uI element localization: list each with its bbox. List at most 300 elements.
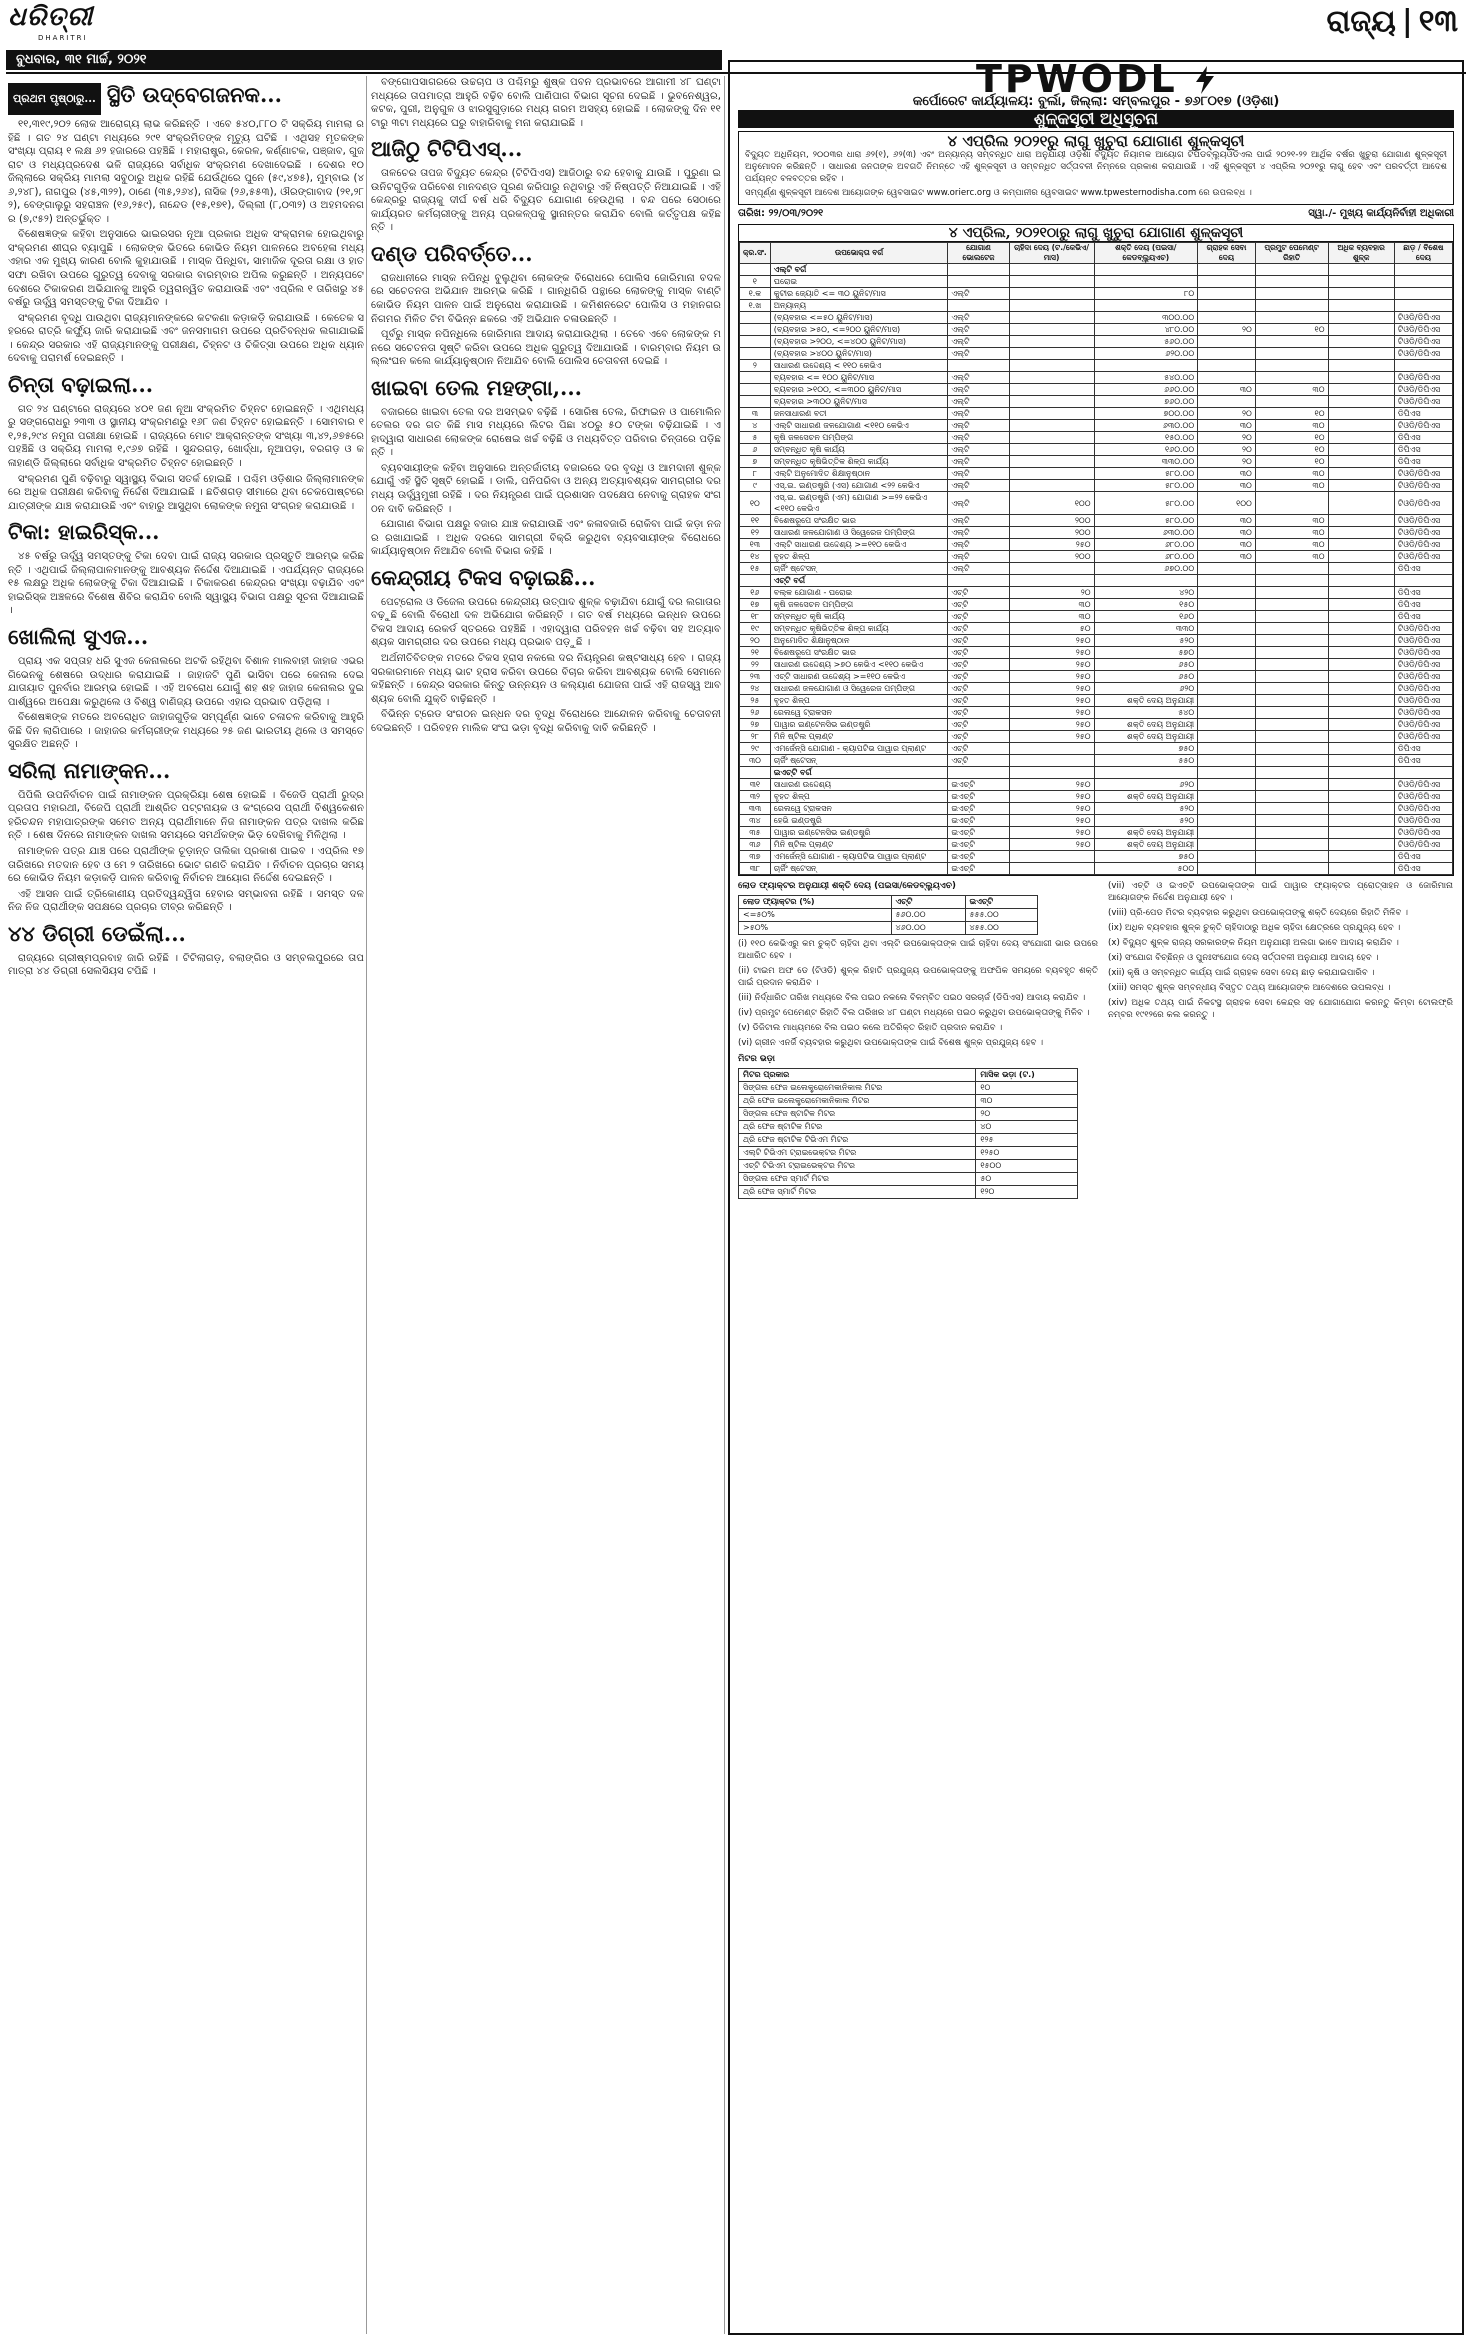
table-cell: ୧୫୦୦ <box>976 1160 1078 1173</box>
table-cell: ବୃହତ ଶିଳ୍ପ <box>770 791 948 803</box>
tariff-notes <box>738 880 1454 1202</box>
table-cell: ୧୯ <box>740 623 771 635</box>
lightning-icon <box>1194 66 1216 94</box>
table-cell: ୧୬ <box>740 587 771 599</box>
table-cell <box>1328 527 1394 539</box>
table-cell: ଏଚ୍‌ଟି <box>948 659 1009 671</box>
table-cell: ୧୨୦ <box>976 1186 1078 1199</box>
table-cell: ୨୦ <box>976 1108 1078 1121</box>
table-cell <box>1328 348 1394 360</box>
table-cell: ଟିଓଡି/ଡିପିଏସ <box>1394 539 1452 551</box>
table-cell: ରେଲୱେ ଟ୍ରାକସନ <box>770 707 948 719</box>
table-cell <box>1198 683 1256 695</box>
table-cell: ୩୧ <box>740 779 771 791</box>
table-cell <box>1328 432 1394 444</box>
article-paragraph: ରାଜଧାନୀରେ ମାସ୍କ ନପିନ୍ଧି ବୁଲୁଥିବା ଲୋକଙ୍କ ବିରୋଧରେ ପୋଲିସ ଜୋରିମାନା ବଦଳରେ ସଚେତନତା ଅଭିଯାନ ଆରମ୍ଭ କରିଛି । ଗାନ୍ଧିଗିରି ପନ୍ଥାରେ ଲୋକଙ୍କୁ ମାସ୍କ ବାଣ୍ଟି କୋଭିଡ ନିୟମ ପାଳନ ପାଇଁ ଅନୁରୋଧ କରାଯାଉଛି । କମିଶନରେଟ ପୋଲିସ ଓ ମହାନଗର ନିଗମର ମିଳିତ ଟିମ ବିଭିନ୍ନ ଛକରେ ଏହି ଅଭିଯାନ ଚଳାଉଛନ୍ତି । <box>371 272 721 325</box>
table-cell <box>1328 767 1394 779</box>
table-row <box>740 468 1453 480</box>
table-row <box>740 743 1453 755</box>
table-cell <box>1328 683 1394 695</box>
article-paragraph: ଯୋଗାଣ ବିଭାଗ ପକ୍ଷରୁ ବଜାର ଯାଞ୍ଚ କରାଯାଉଛି ଏବଂ କଳାବଜାରି ରୋକିବା ପାଇଁ କଡ଼ା ନଜର ରଖାଯାଇଛି । ଅଧିକ ଦରରେ ସାମଗ୍ରୀ ବିକ୍ରି କରୁଥିବା ବ୍ୟବସାୟୀଙ୍କ ବିରୋଧରେ କାର୍ଯ୍ୟାନୁଷ୍ଠାନ ନିଆଯିବ ବୋଲି ବିଭାଗ କହିଛି । <box>371 519 721 558</box>
table-cell <box>1328 288 1394 300</box>
table-cell: ଚାର୍ଜିଂ ଷ୍ଟେସନ୍ <box>770 563 948 575</box>
table-row <box>740 755 1453 767</box>
table-row <box>740 456 1453 468</box>
table-cell <box>1328 468 1394 480</box>
table-cell: ଏଲ୍‌ଟି ସାଧାରଣ ଜଳଯୋଗାଣ <୧୧୦ କେଭିଏ <box>770 420 948 432</box>
table-cell: ଥ୍ରି ଫେଜ ସ୍ମାର୍ଟ ମିଟର <box>739 1186 976 1199</box>
notes-right <box>1108 880 1453 1202</box>
table-cell: ୩୦ <box>1255 527 1328 539</box>
table-cell <box>1009 420 1094 432</box>
table-row <box>740 587 1453 599</box>
table-header-cell: କ୍ର.ସଂ. <box>740 243 771 264</box>
table-cell: ଏଲ୍‌ଟି <box>948 539 1009 551</box>
article-paragraph: ୧୧,୩୧୯,୨୦୨ ଲୋକ ଆରୋଗ୍ୟ ଲାଭ କରିଛନ୍ତି । ଏବେ ୫୪୦,୮୮୦ ଟି ସକ୍ରିୟ ମାମଲା ରହିଛି । ଗତ ୨୪ ଘଣ୍ଟା ମଧ୍ୟରେ ୨୯୧ ସଂକ୍ରମିତଙ୍କ ମୃତ୍ୟୁ ଘଟିଛି । ଏଥିସହ ମୃତକଙ୍କ ସଂଖ୍ୟା ପ୍ରାୟ ୧ ଲକ୍ଷ ୬୨ ହଜାରରେ ପହଞ୍ଚିଛି । ମହାରାଷ୍ଟ୍ର, କେରଳ, କର୍ଣ୍ଣାଟକ, ପଞ୍ଜାବ, ଗୁଜରାଟ ଓ ମଧ୍ୟପ୍ରଦେଶ ଭଳି ରାଜ୍ୟରେ ସର୍ବାଧିକ ସଂକ୍ରମଣ ଦେଖାଦେଇଛି । ଦେଶର ୧୦ ଜିଲ୍ଲାରେ ସକ୍ରିୟ ମାମଲା ସବୁଠାରୁ ଅଧିକ ରହିଛି ଯେଉଁଥିରେ ପୁନେ (୫୯,୪୭୫), ମୁମ୍ବାଇ (୪୬,୨୪୮), ନାଗପୁର (୪୫,୩୨୨), ଠାଣେ (୩୫,୨୬୪), ନାସିକ (୨୬,୫୫୩), ଔରଙ୍ଗାବାଦ (୨୧,୨୮୨), ବେଙ୍ଗାଲୁରୁ ସହରାଞ୍ଚଳ (୧୬,୨୫୯), ନାନ୍ଦେଡ (୧୫,୧୭୧), ଦିଲ୍ଲୀ (୮,୦୩୨) ଓ ଅହମଦନଗର (୭,୯୫୨) ଅନ୍ତର୍ଭୁକ୍ତ । <box>8 119 364 225</box>
table-cell: ଏଲ୍‌ଟି ଟିଭିଏମ ଟ୍ରାଇଭେକ୍ଟର ମିଟର <box>739 1147 976 1160</box>
table-cell: ୧୮ <box>740 611 771 623</box>
table-cell: ୩୩ <box>740 803 771 815</box>
table-row <box>740 779 1453 791</box>
table-cell: ଏସ୍‌.ଇ. ଇଣ୍ଡଷ୍ଟ୍ରି (ଏସ) ଯୋଗାଣ <୨୨ କେଭିଏ <box>770 480 948 492</box>
table-cell: ଟିଓଡି/ଡିପିଏସ <box>1394 551 1452 563</box>
table-cell: ୩୦ <box>1255 539 1328 551</box>
article-paragraph: ପେଟ୍ରୋଲ ଓ ଡିଜେଲ ଉପରେ କେନ୍ଦ୍ରୀୟ ଉତ୍ପାଦ ଶୁଳ୍କ ବଢ଼ାଯିବା ଯୋଗୁଁ ଦର ଲଗାତାର ବଢ଼ୁଛି ବୋଲି ବିରୋଧୀ ଦଳ ଅଭିଯୋଗ କରିଛନ୍ତି । ଗତ ବର୍ଷ ମଧ୍ୟରେ ଇନ୍ଧନ ଉପରେ ଟିକସ ଆଦାୟ ରେକର୍ଡ ସ୍ତରରେ ପହଞ୍ଚିଛି । ଏହାଦ୍ୱାରା ପରିବହନ ଖର୍ଚ୍ଚ ବଢ଼ିବା ସହ ଅତ୍ୟାବଶ୍ୟକ ସାମଗ୍ରୀର ଦର ଉପରେ ମଧ୍ୟ ପ୍ରଭାବ ପଡ଼ୁଛି । <box>371 596 721 649</box>
table-header-row <box>740 243 1453 264</box>
table-cell: ୬୩୦.୦୦ <box>1094 527 1198 539</box>
note-item: (xi) ସଂଯୋଗ ବିଚ୍ଛିନ୍ନ ଓ ପୁନଃସଂଯୋଗ ଦେୟ ସର୍ତ୍ତାବଳୀ ଅନୁଯାୟୀ ଆଦାୟ ହେବ । <box>1108 953 1379 963</box>
table-row <box>740 396 1453 408</box>
table-cell: ୫୭୦ <box>1094 647 1198 659</box>
table-cell <box>740 575 771 587</box>
table-cell: ୨୫୦ <box>1009 683 1094 695</box>
table-cell <box>740 324 771 336</box>
table-cell: ଟିଓଡି/ଡିପିଏସ <box>1394 396 1452 408</box>
table-row <box>739 922 1038 935</box>
table-cell: ଡିପିଏସ <box>1394 863 1452 875</box>
table-cell <box>1328 336 1394 348</box>
article-paragraph: ପ୍ରାୟ ଏକ ସପ୍ତାହ ଧରି ସୁଏଜ କେନାଲରେ ଅଟକି ରହିଥିବା ବିଶାଳ ମାଲବାହୀ ଜାହାଜ ଏଭର ଗିଭେନକୁ ଶେଷରେ ଉଦ୍ଧାର କରାଯାଇଛି । ଜାହାଜଟି ପୁଣି ଭାସିବା ପରେ କେନାଲ ଦେଇ ଯାତାୟାତ ପୁନର୍ବାର ଆରମ୍ଭ ହୋଇଛି । ଏହି ଅବରୋଧ ଯୋଗୁଁ ଶହ ଶହ ଜାହାଜ କେନାଲର ଦୁଇ ପାର୍ଶ୍ୱରେ ଅପେକ୍ଷା କରୁଥିଲେ ଓ ବିଶ୍ୱ ବାଣିଜ୍ୟ ଉପରେ ଏହାର ପ୍ରଭାବ ପଡ଼ିଥିଲା । <box>8 655 364 708</box>
table-cell: ୧୧ <box>740 515 771 527</box>
table-header-cell: ଉପଭୋକ୍ତା ବର୍ଗ <box>770 243 948 264</box>
table-cell <box>1009 863 1094 875</box>
table-cell: ୬ <box>740 444 771 456</box>
table-cell: ୫୨୦ <box>1094 635 1198 647</box>
table-cell: ହେଭି ଇଣ୍ଡଷ୍ଟ୍ରି <box>770 815 948 827</box>
table-cell <box>1198 360 1256 372</box>
table-cell: ବୃହତ ଶିଳ୍ପ <box>770 551 948 563</box>
table-cell <box>740 384 771 396</box>
table-cell: ଟିଓଡି/ଡିପିଏସ <box>1394 492 1452 515</box>
table-cell: ଟିଓଡି/ଡିପିଏସ <box>1394 671 1452 683</box>
table-cell: (ବ୍ୟବହାର >୨୦୦, <=୪୦୦ ୟୁନିଟ/ମାସ) <box>770 336 948 348</box>
table-cell: ୧୦ <box>1255 408 1328 420</box>
table-row <box>740 695 1453 707</box>
table-cell <box>1328 635 1394 647</box>
table-cell: ୭୦୦.୦୦ <box>1094 408 1198 420</box>
table-cell: ୬୩୦.୦୦ <box>1094 420 1198 432</box>
table-row <box>740 312 1453 324</box>
table-cell: ସିଙ୍ଗଲ ଫେଜ ସ୍ମାର୍ଟ ମିଟର <box>739 1173 976 1186</box>
note-item: (x) ବିଦ୍ୟୁତ ଶୁଳ୍କ ରାଜ୍ୟ ସରକାରଙ୍କ ନିୟମ ଅନୁଯାୟୀ ଅଲଗା ଭାବେ ଆଦାୟ କରାଯିବ । <box>1108 938 1399 948</box>
table-cell: ମିନି ଷ୍ଟିଲ ପ୍ଲାଣ୍ଟ <box>770 839 948 851</box>
table-cell: ୭୫୦ <box>1094 743 1198 755</box>
table-row <box>740 515 1453 527</box>
table-cell: ଟିଓଡି/ଡିପିଏସ <box>1394 791 1452 803</box>
table-cell <box>1328 791 1394 803</box>
table-cell: ୩୦ <box>1255 515 1328 527</box>
table-cell <box>1328 731 1394 743</box>
table-header-cell: ଗ୍ରାହକ ସେବା ଦେୟ <box>1198 243 1256 264</box>
table-cell: ଇଏଚ୍‌ଟି <box>948 791 1009 803</box>
table-cell: ୩୦ <box>1255 384 1328 396</box>
table-cell: ୩୦ <box>976 1095 1078 1108</box>
table-cell: (ବ୍ୟବହାର >୫୦, <=୨୦୦ ୟୁନିଟ/ମାସ) <box>770 324 948 336</box>
table-cell: ୨୫୦ <box>1009 791 1094 803</box>
table-cell: ୨୦୦ <box>1009 527 1094 539</box>
table-cell: ୨୫୦ <box>1009 839 1094 851</box>
table-cell: ୧୪ <box>740 551 771 563</box>
table-row <box>740 348 1453 360</box>
article-paragraph: ବଜାରରେ ଖାଇବା ତେଲ ଦର ଅସମ୍ଭବ ବଢ଼ିଛି । ସୋରିଷ ତେଲ, ରିଫାଇନ ଓ ପାମୋଲିନ ତେଲର ଦର ଗତ କିଛି ମାସ ମଧ୍ୟରେ ଲିଟର ପିଛା ୪୦ରୁ ୫୦ ଟଙ୍କା ବଢ଼ିଯାଇଛି । ଏହାଦ୍ୱାରା ସାଧାରଣ ଲୋକଙ୍କ ରୋଷେଇ ଖର୍ଚ୍ଚ ବଢ଼ିଛି ଓ ମଧ୍ୟବିତ୍ତ ପରିବାର ଚିନ୍ତାରେ ପଡ଼ିଛନ୍ତି । <box>371 406 721 459</box>
table-row <box>740 527 1453 539</box>
table-cell <box>1328 743 1394 755</box>
table-cell: ୪୫୫.୦୦ <box>965 922 1037 935</box>
table-row <box>739 1095 1078 1108</box>
table-cell <box>1328 312 1394 324</box>
article-title: ସରିଲା ନାମାଙ୍କନ... <box>8 757 171 783</box>
table-cell <box>1328 719 1394 731</box>
table-row <box>740 372 1453 384</box>
table-header-cell: ପ୍ରମ୍ପ୍ଟ ପେମେଣ୍ଟ ରିହାତି <box>1255 243 1328 264</box>
table-cell: ଏଲ୍‌ଟି ସାଧାରଣ ଉଦ୍ଦେଶ୍ୟ >=୧୧୦ କେଭିଏ <box>770 539 948 551</box>
table-cell: ମିନି ଷ୍ଟିଲ ପ୍ଲାଣ୍ଟ <box>770 731 948 743</box>
table-header-cell: ଯୋଗାଣ ଭୋଲଟେଜ <box>948 243 1009 264</box>
table-cell: ୧୦ <box>1255 324 1328 336</box>
table-row <box>740 264 1453 276</box>
article-title: କେନ୍ଦ୍ରୀୟ ଟିକସ ବଢ଼ାଇଛି... <box>371 564 596 590</box>
article-paragraph: ବିଭିନ୍ନ ଟ୍ରେଡ ସଂଗଠନ ଇନ୍ଧନ ଦର ବୃଦ୍ଧି ବିରୋଧରେ ଆନ୍ଦୋଳନ କରିବାକୁ ଚେତାବନୀ ଦେଇଛନ୍ତି । ପରିବହନ ମାଲିକ ସଂଘ ଭଡ଼ା ବୃଦ୍ଧି କରିବାକୁ ଦାବି କରିଛନ୍ତି । <box>371 709 721 734</box>
table-cell: ଏଚ୍‌ଟି <box>948 683 1009 695</box>
note-item: (ix) ଅଧିକ ବ୍ୟବହାର ଶୁଳ୍କ ଚୁକ୍ତି ଚାହିଦାଠାରୁ ଅଧିକ ଚାହିଦା କ୍ଷେତ୍ରରେ ପ୍ରଯୁଜ୍ୟ ହେବ । <box>1108 923 1401 933</box>
page-number: ୧୩ <box>1418 4 1458 39</box>
table-cell: ୫୬୦.୦୦ <box>891 909 965 922</box>
table-cell: ୧୫୦.୦୦ <box>1094 432 1198 444</box>
table-cell <box>1328 264 1394 276</box>
table-cell: ୩୮ <box>740 863 771 875</box>
table-cell: ୨୫୦ <box>1009 659 1094 671</box>
table-cell: ୨୦ <box>1198 432 1256 444</box>
table-cell <box>948 276 1009 288</box>
notice-box <box>738 131 1454 205</box>
table-cell: ୫୨୦ <box>1094 815 1198 827</box>
table-cell: ପାୱାର ଇଣ୍ଟେନସିଭ ଇଣ୍ଡଷ୍ଟ୍ରି <box>770 719 948 731</box>
table-cell: ଶକ୍ତି ଦେୟ ଅନୁଯାୟୀ <box>1094 839 1198 851</box>
table-cell: ଏଚ୍‌ଟି <box>948 671 1009 683</box>
table-cell: ୨୧ <box>740 647 771 659</box>
table-cell <box>1198 587 1256 599</box>
article-paragraph: ଏହି ଆସନ ପାଇଁ ତ୍ରିକୋଣୀୟ ପ୍ରତିଦ୍ୱନ୍ଦ୍ୱିତା ହେବାର ସମ୍ଭାବନା ରହିଛି । ସମସ୍ତ ଦଳ ନିଜ ନିଜ ପ୍ରାର୍ଥୀଙ୍କ ସପକ୍ଷରେ ପ୍ରଚାର ତୀବ୍ର କରିଛନ୍ତି । <box>8 888 364 914</box>
table-cell <box>1328 707 1394 719</box>
table-cell: ଏଚ୍‌ଟି <box>948 635 1009 647</box>
article-paragraph: ଗତ ୨୪ ଘଣ୍ଟାରେ ରାଜ୍ୟରେ ୪୦୧ ଜଣ ନୂଆ ସଂକ୍ରମିତ ଚିହ୍ନଟ ହୋଇଛନ୍ତି । ଏଥିମଧ୍ୟରୁ ସଙ୍ଗରୋଧରୁ ୨୩୩ ଓ ସ୍ଥାନୀୟ ସଂକ୍ରମଣରୁ ୧୬୮ ଜଣ ଚିହ୍ନଟ ହୋଇଛନ୍ତି । ସୋମବାର ୧୧,୨୫,୨୯୪ ନମୁନା ପରୀକ୍ଷା ହୋଇଛି । ରାଜ୍ୟରେ ମୋଟ ଆକ୍ରାନ୍ତଙ୍କ ସଂଖ୍ୟା ୩,୪୨,୬୭୫ରେ ପହଞ୍ଚିଛି ଓ ସକ୍ରିୟ ମାମଲା ୧,୯୬୭ ରହିଛି । ସୁନ୍ଦରଗଡ଼, ଖୋର୍ଦ୍ଧା, ନୂଆପଡ଼ା, ବରଗଡ଼ ଓ କଳାହାଣ୍ଡି ଜିଲ୍ଲାରେ ସର୍ବାଧିକ ସଂକ୍ରମିତ ଚିହ୍ନଟ ହୋଇଛନ୍ତି । <box>8 403 364 470</box>
table-cell: ଶକ୍ତି ଦେୟ ଅନୁଯାୟୀ <box>1094 731 1198 743</box>
table-cell <box>1009 755 1094 767</box>
table-cell: ୧୨ <box>740 527 771 539</box>
table-cell: ଟିଓଡି/ଡିପିଏସ <box>1394 372 1452 384</box>
table-cell: ଡିପିଏସ <box>1394 456 1452 468</box>
notice-signatory: ସ୍ୱା./- ମୁଖ୍ୟ କାର୍ଯ୍ୟନିର୍ବାହୀ ଅଧିକାରୀ <box>1308 208 1454 219</box>
table-cell <box>1394 767 1452 779</box>
table-cell <box>1255 396 1328 408</box>
table-cell <box>1255 611 1328 623</box>
table-cell <box>1328 515 1394 527</box>
table-cell: ୫୬୦.୦୦ <box>1094 336 1198 348</box>
table-row <box>740 623 1453 635</box>
table-cell <box>1009 575 1094 587</box>
table-cell <box>1198 288 1256 300</box>
table-row <box>740 683 1453 695</box>
table-cell <box>1198 647 1256 659</box>
table-cell: ଏଲ୍‌ଟି <box>948 456 1009 468</box>
table-cell <box>1009 456 1094 468</box>
table-header-cell: ଚାହିଦା ଦେୟ (ଟ./କେଭିଏ/ମାସ) <box>1009 243 1094 264</box>
table-cell: ୨୦ <box>740 635 771 647</box>
article-paragraph: ପିପିଲି ଉପନିର୍ବାଚନ ପାଇଁ ନାମାଙ୍କନ ପ୍ରକ୍ରିୟା ଶେଷ ହୋଇଛି । ବିଜେଡି ପ୍ରାର୍ଥୀ ରୁଦ୍ର ପ୍ରତାପ ମହାରଥୀ, ବିଜେପି ପ୍ରାର୍ଥୀ ଆଶ୍ରିତ ପଟ୍ଟନାୟକ ଓ କଂଗ୍ରେସ ପ୍ରାର୍ଥୀ ବିଶ୍ୱକେଶନ ହରିଚନ୍ଦନ ମହାପାତ୍ରଙ୍କ ସମେତ ଅନ୍ୟ ପ୍ରାର୍ଥୀମାନେ ନିଜ ନାମାଙ୍କନ ପତ୍ର ଦାଖଲ କରିଛନ୍ତି । ଶେଷ ଦିନରେ ନାମାଙ୍କନ ଦାଖଲ ସମୟରେ ସମର୍ଥକଙ୍କ ଭିଡ଼ ଦେଖିବାକୁ ମିଳିଥିଲା । <box>8 789 364 842</box>
article-paragraph: ରାଜ୍ୟରେ ଗ୍ରୀଷ୍ମପ୍ରବାହ ଜାରି ରହିଛି । ଟିଟିଲାଗଡ଼, ବଲାଙ୍ଗିର ଓ ସମ୍ବଲପୁରରେ ତାପମାତ୍ରା ୪୪ ଡିଗ୍ରୀ ସେଲସିୟସ ଟପିଛି । <box>8 952 364 978</box>
table-cell: ୩୪ <box>740 815 771 827</box>
table-cell: ଥ୍ରି ଫେଜ ଇଲେକ୍ଟ୍ରୋମେକାନିକାଲ ମିଟର <box>739 1095 976 1108</box>
table-cell: ଟିଓଡି/ଡିପିଏସ <box>1394 324 1452 336</box>
table-row <box>740 276 1453 288</box>
table-cell <box>1328 276 1394 288</box>
table-cell <box>1198 695 1256 707</box>
table-cell <box>948 300 1009 312</box>
table-cell: ଡିପିଏସ <box>1394 563 1452 575</box>
table-cell: ବୃହତ ଶିଳ୍ପ <box>770 695 948 707</box>
note-item: (vi) ଗ୍ରୀନ ଏନର୍ଜି ବ୍ୟବହାର କରୁଥିବା ଉପଭୋକ୍ତାଙ୍କ ପାଇଁ ବିଶେଷ ଶୁଳ୍କ ପ୍ରଯୁଜ୍ୟ ହେବ । <box>738 1038 1044 1048</box>
table-cell: ଏଲ୍‌ଟି <box>948 372 1009 384</box>
table-cell <box>1198 396 1256 408</box>
table-cell <box>1198 276 1256 288</box>
table-cell: ଏଚ୍‌ଟି <box>948 647 1009 659</box>
table-cell: ବ୍ୟବହାର >୩୦୦ ୟୁନିଟ/ମାସ <box>770 396 948 408</box>
table-cell: ଟିଓଡି/ଡିପିଏସ <box>1394 803 1452 815</box>
table-cell <box>1009 444 1094 456</box>
table-cell <box>1198 791 1256 803</box>
table-cell <box>1394 575 1452 587</box>
table-row <box>740 611 1453 623</box>
table-cell <box>1328 360 1394 372</box>
table-cell <box>1198 827 1256 839</box>
table-cell: ୩୦ <box>1009 599 1094 611</box>
table-cell: ଡିପିଏସ <box>1394 587 1452 599</box>
table-cell: ୮୦ <box>1094 288 1198 300</box>
table-cell <box>1198 659 1256 671</box>
table-cell <box>1255 288 1328 300</box>
table-cell: ୩୨ <box>740 791 771 803</box>
table-cell: ସାଧାରଣ ଜଳଯୋଗାଣ ଓ ସିୱେରେଜ ପମ୍ପିଙ୍ଗ <box>770 683 948 695</box>
table-cell <box>1198 779 1256 791</box>
table-cell: ଶକ୍ତି ଦେୟ ଅନୁଯାୟୀ <box>1094 827 1198 839</box>
table-cell <box>1328 396 1394 408</box>
table-cell <box>1009 563 1094 575</box>
tariff-advertisement <box>728 60 1464 2335</box>
table-cell <box>1198 671 1256 683</box>
article-title: ଆଜିଠୁ ଟିଟିପିଏସ୍... <box>371 136 523 162</box>
table-cell: ସମ୍ବନ୍ଧିତ କୃଷିଭିତ୍ତିକ ଶିଳ୍ପ କାର୍ଯ୍ୟ <box>770 623 948 635</box>
table-cell: ୭ <box>740 456 771 468</box>
table-cell <box>1255 300 1328 312</box>
table-cell: ୩୦ <box>1255 551 1328 563</box>
table-cell <box>1255 348 1328 360</box>
table-cell: ସମ୍ବନ୍ଧିତ କୃଷି କାର୍ଯ୍ୟ <box>770 611 948 623</box>
note-item: (xiv) ଅଧିକ ତଥ୍ୟ ପାଇଁ ନିକଟସ୍ଥ ଗ୍ରାହକ ସେବା କେନ୍ଦ୍ର ସହ ଯୋଗାଯୋଗ କରନ୍ତୁ କିମ୍ବା ଟୋଲଫ୍ରି ନମ୍ବର ୧୯୧୨ରେ କଲ କରନ୍ତୁ । <box>1108 998 1453 1020</box>
table-cell <box>1198 575 1256 587</box>
table-cell <box>1328 384 1394 396</box>
page-label: ରାଜ୍ୟ | ୧୩ <box>1326 4 1458 39</box>
table-cell: ଏସ୍‌.ଇ. ଇଣ୍ଡଷ୍ଟ୍ରି (ଏମ) ଯୋଗାଣ >=୨୨ କେଭିଏ <୧୧୦ କେଭିଏ <box>770 492 948 515</box>
table-cell: ଟିଓଡି/ଡିପିଏସ <box>1394 384 1452 396</box>
table-cell <box>1198 839 1256 851</box>
table-cell: ଅନ୍ୟାନ୍ୟ <box>770 300 948 312</box>
table-cell: ଏଲ୍‌ଟି <box>948 468 1009 480</box>
table-cell: ଅନୁମୋଦିତ ଶିକ୍ଷାନୁଷ୍ଠାନ <box>770 635 948 647</box>
table-cell: ଏଲ୍‌ଟି ବର୍ଗ <box>770 264 948 276</box>
table-cell <box>1198 599 1256 611</box>
table-cell <box>1255 587 1328 599</box>
notice-text: ବିଦ୍ୟୁତ ଅଧିନିୟମ, ୨୦୦୩ର ଧାରା ୬୨(୧), ୬୨(୩) ଏବଂ ଅନ୍ୟାନ୍ୟ ସମ୍ବନ୍ଧିତ ଧାରା ଅନୁଯାୟୀ ଓଡ଼ିଶା ବିଦ୍ୟୁତ ନିୟାମକ ଆୟୋଗ ଟିପିଡବ୍ଲ୍ୟୁଓଡିଏଲ ପାଇଁ ୨୦୨୧-୨୨ ଆର୍ଥିକ ବର୍ଷର ଖୁଚୁରା ଯୋଗାଣ ଶୁଳ୍କସୂଚୀ ଅନୁମୋଦନ କରିଛନ୍ତି । ସାଧାରଣ ଜନତାଙ୍କ ଅବଗତି ନିମନ୍ତେ ଏହି ଶୁଳ୍କସୂଚୀ ଓ ସମ୍ବନ୍ଧିତ ସର୍ତ୍ତାବଳୀ ନିମ୍ନରେ ପ୍ରକାଶ କରାଯାଉଛି । ଏହି ଶୁଳ୍କସୂଚୀ ୪ ଏପ୍ରିଲ ୨୦୨୧ରୁ ଲାଗୁ ହେବ ଏବଂ ପରବର୍ତ୍ତୀ ଆଦେଶ ପର୍ଯ୍ୟନ୍ତ ବଳବତ୍ତର ରହିବ । <box>745 150 1447 184</box>
table-row <box>740 563 1453 575</box>
table-cell <box>1009 384 1094 396</box>
table-cell <box>1255 755 1328 767</box>
table-cell: ଟିଓଡି/ଡିପିଏସ <box>1394 647 1452 659</box>
table-cell: ୨୫୦ <box>1009 707 1094 719</box>
table-cell: ୧୬୦ <box>1094 611 1198 623</box>
table-row <box>740 719 1453 731</box>
column-middle <box>371 76 721 737</box>
table-cell: ଏଚ୍‌ଟି ବର୍ଗ <box>770 575 948 587</box>
table-cell <box>948 360 1009 372</box>
table-cell: ୨୬ <box>740 707 771 719</box>
table-cell: ୩୦ <box>1009 611 1094 623</box>
table-row <box>739 1186 1078 1199</box>
table-row <box>739 1147 1078 1160</box>
tariff-table <box>739 242 1453 875</box>
table-cell <box>1009 312 1094 324</box>
note-item: (xiii) ସମସ୍ତ ଶୁଳ୍କ ସମ୍ବନ୍ଧୀୟ ବିସ୍ତୃତ ତଥ୍ୟ ଆୟୋଗଙ୍କ ଆଦେଶରେ ଉପଲବ୍ଧ । <box>1108 983 1391 993</box>
table-cell: ୨ <box>740 360 771 372</box>
table-cell <box>1328 611 1394 623</box>
table-cell: ଏଚ୍‌ଟି <box>948 719 1009 731</box>
table-cell: ଘରୋଇ <box>770 276 948 288</box>
table-cell: ଟିଓଡି/ଡିପିଏସ <box>1394 839 1452 851</box>
table-cell: ଜନସାଧାରଣ ବତୀ <box>770 408 948 420</box>
table-row <box>740 420 1453 432</box>
table-cell: ୧୬୦.୦୦ <box>1094 444 1198 456</box>
table-cell: ୨୮ <box>740 731 771 743</box>
table-cell: ୨୦ <box>1198 408 1256 420</box>
table-cell <box>1198 372 1256 384</box>
table-cell: ଏଲ୍‌ଟି <box>948 551 1009 563</box>
company-logo: TPWODL <box>730 66 1462 94</box>
table-cell: ୧୨୫ <box>976 1134 1078 1147</box>
table-cell <box>1394 264 1452 276</box>
article-title: ଖାଇବା ତେଲ ମହଙ୍ଗା,... <box>371 374 582 400</box>
article-paragraph: ବିଶେଷଜ୍ଞଙ୍କ ମତରେ ଅବରୋଧିତ ଜାହାଜଗୁଡ଼ିକ ସମ୍ପୂର୍ଣ୍ଣ ଭାବେ ଚଳାଚଳ କରିବାକୁ ଆହୁରି କିଛି ଦିନ ଲାଗିପାରେ । ଜାହାଜର କର୍ମଚାରୀଙ୍କ ମଧ୍ୟରେ ୨୫ ଜଣ ଭାରତୀୟ ଥିଲେ ଓ ସମସ୍ତେ ସୁରକ୍ଷିତ ଅଛନ୍ତି । <box>8 712 364 751</box>
table-cell: ଟିଓଡି/ଡିପିଏସ <box>1394 683 1452 695</box>
table-cell <box>1198 348 1256 360</box>
table-cell <box>1255 659 1328 671</box>
table-cell <box>1328 563 1394 575</box>
table-cell: ୧.ଖ <box>740 300 771 312</box>
table-cell: ଥ୍ରି ଫେଜ ଷ୍ଟାଟିକ ଟିଭିଏମ ମିଟର <box>739 1134 976 1147</box>
table-cell <box>1328 815 1394 827</box>
table-cell: ଏଲ୍‌ଟି <box>948 288 1009 300</box>
table-row <box>740 492 1453 515</box>
table-cell: ଟିଓଡି/ଡିପିଏସ <box>1394 468 1452 480</box>
notice-title: ଶୁଳ୍କସୂଚୀ ଅଧିସୂଚନା <box>738 110 1454 128</box>
table-row <box>740 288 1453 300</box>
article-paragraph: ନାମାଙ୍କନ ପତ୍ର ଯାଞ୍ଚ ପରେ ପ୍ରାର୍ଥୀଙ୍କ ଚୂଡ଼ାନ୍ତ ତାଲିକା ପ୍ରକାଶ ପାଇବ । ଏପ୍ରିଲ ୧୭ ତାରିଖରେ ମତଦାନ ହେବ ଓ ମେ ୨ ତାରିଖରେ ଭୋଟ ଗଣତି କରାଯିବ । ନିର୍ବାଚନ ପ୍ରଚାର ସମୟରେ କୋଭିଡ ନିୟମ କଡ଼ାକଡ଼ି ପାଳନ କରିବାକୁ ନିର୍ବାଚନ ଆୟୋଗ ନିର୍ଦ୍ଦେଶ ଦେଇଛନ୍ତି । <box>8 845 364 885</box>
table-cell: ଏଚ୍‌ଟି <box>948 695 1009 707</box>
article-paragraph: ପୂର୍ବରୁ ମାସ୍କ ନପିନ୍ଧିଲେ ଜୋରିମାନା ଆଦାୟ କରାଯାଉଥିଲା । ତେବେ ଏବେ ଲୋକଙ୍କ ମନରେ ସଚେତନତା ସୃଷ୍ଟି କରିବା ଉପରେ ଅଧିକ ଗୁରୁତ୍ୱ ଦିଆଯାଉଛି । ବାରମ୍ବାର ନିୟମ ଉଲ୍ଲଂଘନ କଲେ କାର୍ଯ୍ୟାନୁଷ୍ଠାନ ନିଆଯିବ ବୋଲି ପୋଲିସ ଚେତାବନୀ ଦେଇଛି । <box>371 329 721 368</box>
table-cell <box>1198 863 1256 875</box>
table-cell <box>740 372 771 384</box>
note-item: (i) ୧୧୦ କେଭିଏରୁ କମ ଚୁକ୍ତି ଚାହିଦା ଥିବା ଏଲ୍‌ଟି ଉପଭୋକ୍ତାଙ୍କ ପାଇଁ ଚାହିଦା ଦେୟ ସଂଯୋଗୀ ଭାର ଉପରେ ଆଧାରିତ ହେବ । <box>738 939 1098 961</box>
table-cell: ଏଲ୍‌ଟି <box>948 384 1009 396</box>
table-cell: ୫୮୦.୦୦ <box>1094 468 1198 480</box>
table-cell: ଇଏଚ୍‌ଟି <box>948 851 1009 863</box>
table-row <box>740 336 1453 348</box>
table-cell: ୨୭ <box>740 719 771 731</box>
table-cell: ୫୮୦.୦୦ <box>1094 492 1198 515</box>
table-cell <box>1198 731 1256 743</box>
table-cell: ଟିଓଡି/ଡିପିଏସ <box>1394 659 1452 671</box>
table-cell: ଟିଓଡି/ଡିପିଏସ <box>1394 695 1452 707</box>
table-cell <box>1198 300 1256 312</box>
table-cell <box>1094 767 1198 779</box>
note-item: (vii) ଏଚ୍‌ଟି ଓ ଇଏଚ୍‌ଟି ଉପଭୋକ୍ତାଙ୍କ ପାଇଁ ପାୱାର ଫ୍ୟାକ୍ଟର ପ୍ରୋତ୍ସାହନ ଓ ଜୋରିମାନା ଆୟୋଗଙ୍କ ନିର୍ଦ୍ଦେଶ ଅନୁଯାୟୀ ହେବ । <box>1108 881 1453 903</box>
table-cell: ୫୫୦ <box>1094 755 1198 767</box>
table-cell <box>740 348 771 360</box>
table-cell: ଏଚ୍‌ଟି ସାଧାରଣ ଉଦ୍ଦେଶ୍ୟ >=୧୧୦ କେଭିଏ <box>770 671 948 683</box>
table-cell: ଡିପିଏସ <box>1394 432 1452 444</box>
table-cell <box>1198 312 1256 324</box>
load-factor-title: ଲୋଡ ଫ୍ୟାକ୍ଟର ଅନୁଯାୟୀ ଶକ୍ତି ଦେୟ (ପଇସା/କେଡବ୍ଲ୍ୟୁଏଚ) <box>738 881 956 891</box>
table-cell <box>1255 707 1328 719</box>
table-cell: ୫୦୦ <box>1094 863 1198 875</box>
table-cell: ଏଚ୍‌ଟି <box>948 755 1009 767</box>
table-cell: ଏମର୍ଜେନ୍ସି ଯୋଗାଣ - କ୍ୟାପଟିଭ ପାୱାର ପ୍ଲାଣ୍ଟ <box>770 851 948 863</box>
table-cell <box>1094 360 1198 372</box>
table-cell: ୧୦ <box>1255 432 1328 444</box>
table-cell <box>1198 815 1256 827</box>
table-cell: ୨୦ <box>1198 456 1256 468</box>
table-cell: ଚାର୍ଜିଂ ଷ୍ଟେସନ୍ <box>770 863 948 875</box>
table-cell: ୩୦ <box>1198 468 1256 480</box>
table-cell: ୧୦ <box>740 492 771 515</box>
table-cell <box>1255 815 1328 827</box>
table-cell <box>1198 623 1256 635</box>
table-cell: ୨୦୦ <box>1009 551 1094 563</box>
table-row <box>740 767 1453 779</box>
article-paragraph: ୪୫ ବର୍ଷରୁ ଊର୍ଦ୍ଧ୍ୱ ସମସ୍ତଙ୍କୁ ଟିକା ଦେବା ପାଇଁ ରାଜ୍ୟ ସରକାର ପ୍ରସ୍ତୁତି ଆରମ୍ଭ କରିଛନ୍ତି । ଏଥିପାଇଁ ଜିଲ୍ଲାପାଳମାନଙ୍କୁ ଆବଶ୍ୟକ ନିର୍ଦ୍ଦେଶ ଦିଆଯାଇଛି । ଏପର୍ଯ୍ୟନ୍ତ ରାଜ୍ୟରେ ୧୫ ଲକ୍ଷରୁ ଅଧିକ ଲୋକଙ୍କୁ ଟିକା ଦିଆଯାଇଛି । ଟିକାକରଣ କେନ୍ଦ୍ରର ସଂଖ୍ୟା ବଢ଼ାଯିବ ଏବଂ ହାଇରିସ୍କ ଅଞ୍ଚଳରେ ବିଶେଷ ଶିବିର କରାଯିବ ବୋଲି ସ୍ୱାସ୍ଥ୍ୟ ବିଭାଗ ପକ୍ଷରୁ ସୂଚନା ଦିଆଯାଇଛି । <box>8 551 364 617</box>
table-cell <box>1255 791 1328 803</box>
table-cell <box>1255 767 1328 779</box>
table-cell: >୫୦% <box>739 922 892 935</box>
table-cell: ସିଙ୍ଗଲ ଫେଜ ଇଲେକ୍ଟ୍ରୋମେକାନିକାଲ ମିଟର <box>739 1082 976 1095</box>
